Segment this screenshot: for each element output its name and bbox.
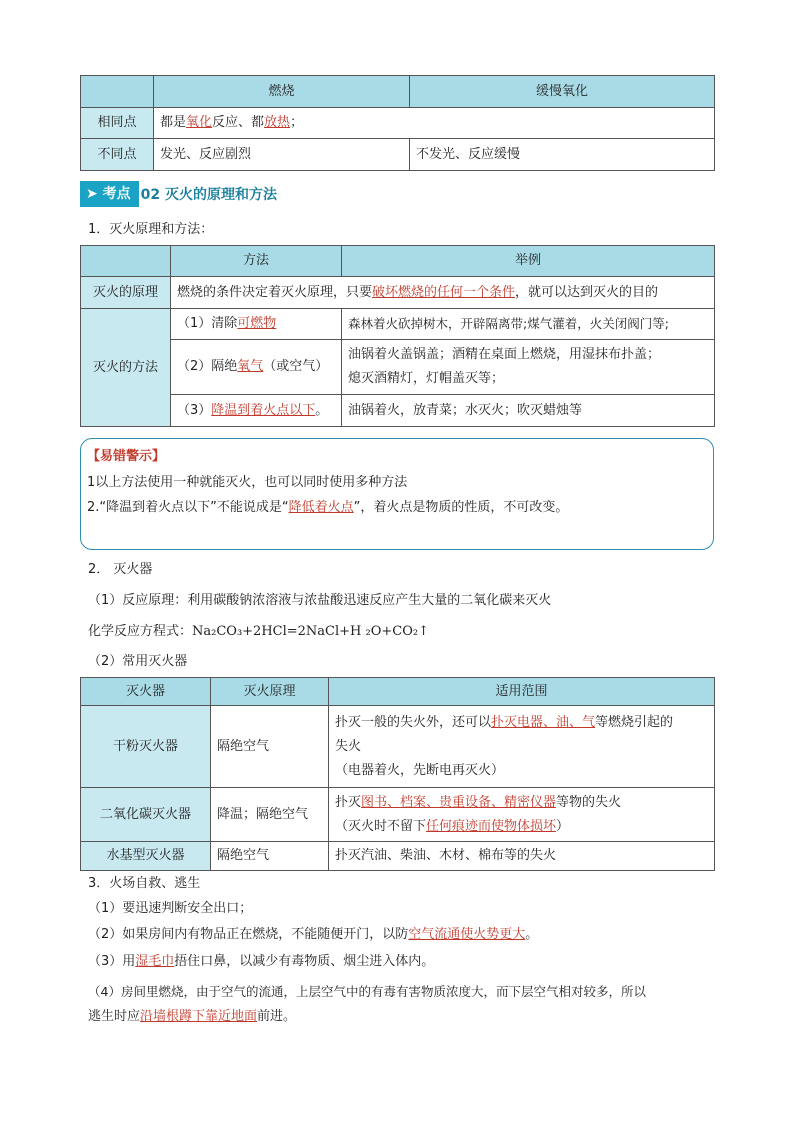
example-1-cell: 森林着火砍掉树木，开辟隔离带;煤气灌着，火关闭阀门等; xyxy=(342,309,715,340)
extinguisher-table xyxy=(80,677,715,871)
answer-text: 降低着火点 xyxy=(288,500,354,515)
text: 等燃烧引起的 xyxy=(595,714,674,730)
row-label-principle: 灭火的原理 xyxy=(81,277,171,309)
answer-text: 氧气 xyxy=(237,359,264,374)
table-header-method: 方法 xyxy=(171,246,342,277)
row-label-diff: 不同点 xyxy=(81,139,154,171)
scope-dry-powder xyxy=(329,706,715,788)
method-1-cell xyxy=(171,309,342,340)
answer-text: 湿毛巾 xyxy=(135,954,175,969)
text: （3） xyxy=(177,402,212,418)
section-banner xyxy=(80,181,277,207)
text: 。 xyxy=(315,402,329,418)
answer-text: 图书、档案、贵重设备、精密仪器 xyxy=(361,794,557,810)
answer-text: 扑灭电器、油、气 xyxy=(491,714,596,730)
text: （2）如果房间内有物品正在燃烧，不能随便开门，以防 xyxy=(88,927,409,942)
text: ） xyxy=(556,818,570,834)
scope-line: 失火 xyxy=(335,738,362,754)
extinguisher-water-based: 水基型灭火器 xyxy=(81,842,211,871)
text: 等物的失火 xyxy=(556,794,622,810)
escape-tip-1: （1）要迅速判断安全出口； xyxy=(88,901,253,916)
scope-line xyxy=(335,815,708,839)
escape-tip-2 xyxy=(88,925,538,945)
text: 都是 xyxy=(160,115,187,130)
row-label-methods: 灭火的方法 xyxy=(81,309,171,427)
table-header-principle: 灭火原理 xyxy=(211,678,329,706)
warning-title: 【易错警示】 xyxy=(87,449,166,464)
table-header-example: 举例 xyxy=(342,246,715,277)
diff-burning-cell: 发光、反应剧烈 xyxy=(154,139,410,171)
text: ，就可以达到灭火的目的 xyxy=(515,284,659,300)
text: 捂住口鼻，以减少有毒物质、烟尘进入体内。 xyxy=(174,954,435,969)
example-line: 熄灭酒精灯，灯帽盖灭等； xyxy=(348,371,505,386)
section-badge: ➤ 考点 xyxy=(80,181,139,207)
answer-text: 放热 xyxy=(264,115,291,130)
text: （1）清除 xyxy=(177,316,238,331)
text: ； xyxy=(290,115,304,130)
text: 燃烧的条件决定着灭火原理，只要 xyxy=(177,284,373,300)
extinguisher-co2: 二氧化碳灭火器 xyxy=(81,788,211,842)
text: （3）用 xyxy=(88,954,136,969)
common-extinguishers-title: （2）常用灭火器 xyxy=(88,654,188,669)
answer-text: 氧化 xyxy=(186,115,213,130)
text: （2）隔绝 xyxy=(177,359,238,374)
scope-line: （电器着火，先断电再灭火） xyxy=(335,762,505,778)
paragraph-title-2: 2． 灭火器 xyxy=(88,562,153,577)
table-header-empty xyxy=(81,246,171,277)
scope-water-based: 扑灭汽油、柴油、木材、棉布等的失火 xyxy=(329,842,715,871)
text: 扑灭一般的失火外，还可以 xyxy=(335,714,492,730)
method-2-cell xyxy=(171,340,342,395)
comparison-table xyxy=(80,75,715,171)
same-points-cell xyxy=(154,108,715,139)
table-header-burning: 燃烧 xyxy=(154,76,410,108)
reaction-principle: （1）反应原理：利用碳酸钠浓溶液与浓盐酸迅速反应产生大量的二氧化碳来灭火 xyxy=(88,593,552,608)
answer-text: 降温到着火点以下 xyxy=(211,402,316,418)
answer-text: 任何痕迹而使物体损坏 xyxy=(426,818,557,834)
text: 逃生时应 xyxy=(88,1009,141,1024)
example-line: 油锅着火盖锅盖；酒精在桌面上燃烧，用湿抹布扑盖； xyxy=(348,347,661,362)
text: 前进。 xyxy=(257,1009,297,1024)
example-2-cell xyxy=(342,340,715,395)
answer-text: 空气流通使火势更大 xyxy=(408,927,526,942)
answer-text: 沿墙根蹲下靠近地面 xyxy=(140,1009,258,1024)
paragraph-title-3: 3．火场自救、逃生 xyxy=(88,876,201,891)
warning-line-1: 1以上方法使用一种就能灭火，也可以同时使用多种方法 xyxy=(87,475,408,490)
paragraph-title-1: 1．灭火原理和方法： xyxy=(88,222,214,237)
escape-tip-4: （4）房间里燃烧，由于空气的流通，上层空气中的有毒有害物质浓度大，而下层空气相对较多，所以 xyxy=(88,984,646,999)
extinguish-method-table xyxy=(80,245,715,427)
escape-tip-4-cont xyxy=(88,1007,296,1027)
text: ”，着火点是物质的性质，不可改变。 xyxy=(353,500,569,515)
table-header-empty xyxy=(81,76,154,108)
table-header-extinguisher: 灭火器 xyxy=(81,678,211,706)
principle-dry-powder: 隔绝空气 xyxy=(211,706,329,788)
text: 扑灭 xyxy=(335,794,362,810)
escape-tip-3 xyxy=(88,952,434,972)
principle-water-based: 隔绝空气 xyxy=(211,842,329,871)
text: 反应、都 xyxy=(212,115,265,130)
example-3-cell: 油锅着火，放青菜；水灭火；吹灭蜡烛等 xyxy=(342,395,715,427)
text: 2.“降温到着火点以下”不能说成是“ xyxy=(87,500,289,515)
text: 。 xyxy=(525,927,539,942)
chemical-equation: 化学反应方程式：Na₂CO₃+2HCl=2NaCl+H ₂O+CO₂↑ xyxy=(88,624,429,639)
principle-cell xyxy=(171,277,715,309)
principle-co2: 降温；隔绝空气 xyxy=(211,788,329,842)
scope-co2 xyxy=(329,788,715,842)
table-header-slow-oxidation: 缓慢氧化 xyxy=(410,76,715,108)
warning-box xyxy=(80,438,714,550)
text: （或空气） xyxy=(263,359,329,374)
diff-slow-cell: 不发光、反应缓慢 xyxy=(410,139,715,171)
answer-text: 破坏燃烧的任何一个条件 xyxy=(372,284,516,300)
extinguisher-dry-powder: 干粉灭火器 xyxy=(81,706,211,788)
table-header-scope: 适用范围 xyxy=(329,678,715,706)
scope-line xyxy=(335,711,708,735)
warning-line-2 xyxy=(87,496,568,515)
method-3-cell xyxy=(171,395,342,427)
answer-text: 可燃物 xyxy=(237,316,277,331)
section-title: 02 灭火的原理和方法 xyxy=(140,187,277,203)
row-label-same: 相同点 xyxy=(81,108,154,139)
scope-line xyxy=(335,791,708,815)
text: （灭火时不留下 xyxy=(335,818,427,834)
